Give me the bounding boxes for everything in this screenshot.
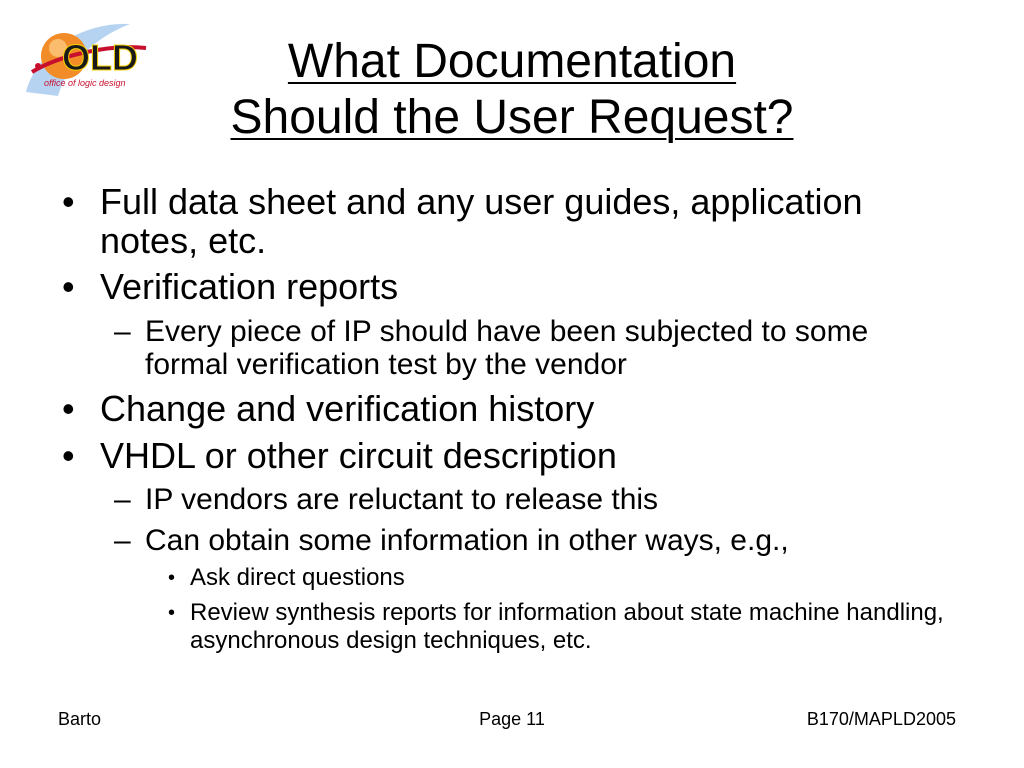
logo-title: OLD — [62, 37, 138, 78]
bullet-text: Change and verification history — [100, 388, 595, 429]
sub-bullet-marker: – — [114, 524, 131, 557]
footer-author: Barto — [58, 709, 102, 729]
sub-sub-bullet-marker: • — [168, 567, 176, 589]
bullet-marker: • — [62, 435, 75, 476]
footer-reference: B170/MAPLD2005 — [806, 709, 956, 729]
footer-page-number: Page 11 — [479, 709, 545, 729]
sub-bullet-text: Can obtain some information in other ways, e.g., — [145, 524, 789, 557]
bullet-marker: • — [62, 266, 75, 307]
sub-bullet-marker: – — [114, 483, 131, 516]
sub-bullet-marker: – — [114, 315, 131, 348]
bullet-text: Full data sheet and any user guides, application notes, etc. — [100, 181, 863, 261]
logo-subtitle: office of logic design — [44, 78, 126, 88]
bullet-text: Verification reports — [100, 266, 399, 307]
slide-title-line-2: Should the User Request? — [230, 91, 794, 144]
sub-sub-bullet-text: Ask direct questions — [190, 564, 405, 591]
slide-title — [0, 34, 1024, 146]
sub-bullet-text: Every piece of IP should have been subjected to some formal verification test by the vendor — [145, 315, 869, 381]
sub-sub-bullet-text: Review synthesis reports for information about state machine handling, asynchronous design techniques, etc. — [190, 599, 944, 654]
slide-title-line-1: What Documentation — [287, 35, 737, 88]
bullet-text: VHDL or other circuit description — [100, 435, 617, 476]
bullet-marker: • — [62, 388, 75, 429]
bullet-marker: • — [62, 181, 75, 222]
sub-bullet-text: IP vendors are reluctant to release this — [145, 483, 659, 516]
sub-sub-bullet-marker: • — [168, 602, 176, 624]
